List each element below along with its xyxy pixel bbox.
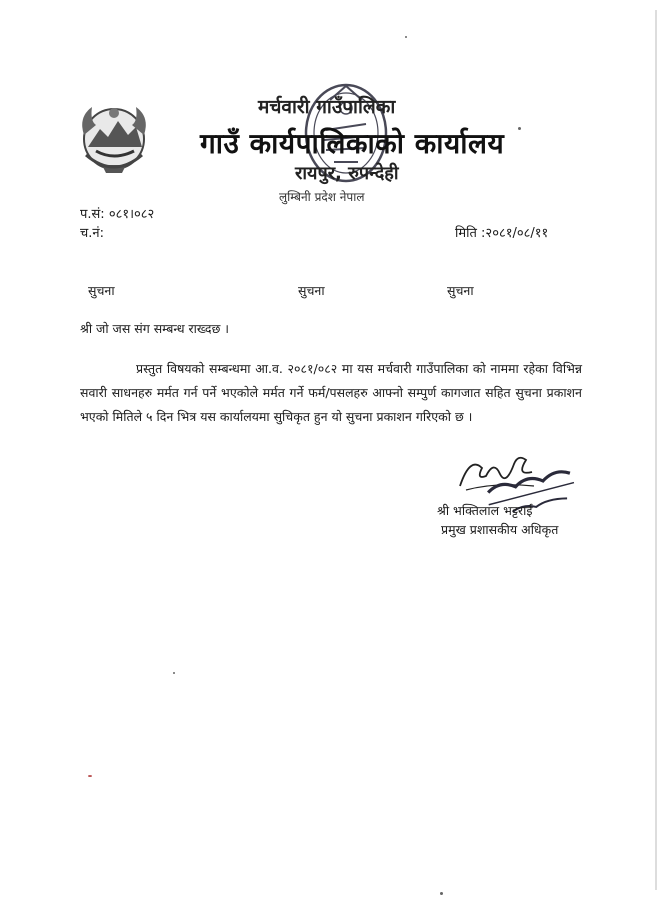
scan-speck xyxy=(88,775,92,777)
office-address: रायपुर, रुपन्देही xyxy=(295,163,399,184)
notice-heading-3: सुचना xyxy=(447,283,474,298)
salutation: श्री जो जस संग सम्बन्ध राख्दछ । xyxy=(80,321,230,336)
scan-speck xyxy=(173,672,175,674)
reference-number: प.सं: ०८१।०८२ xyxy=(80,207,155,222)
province-name: लुम्बिनी प्रदेश नेपाल xyxy=(279,190,365,204)
municipality-name: मर्चवारी गाउँपालिका xyxy=(258,96,396,118)
notice-heading-1: सुचना xyxy=(88,283,115,298)
dispatch-number: च.नं: xyxy=(80,226,104,241)
scan-speck xyxy=(518,127,521,130)
scan-speck xyxy=(440,892,443,895)
document-date: मिति :२०८१/०८/११ xyxy=(455,226,549,241)
nepal-emblem-icon xyxy=(72,95,156,179)
signatory-name: श्री भक्तिलाल भट्टराई xyxy=(437,503,533,518)
scan-speck xyxy=(655,10,657,890)
signatory-title: प्रमुख प्रशासकीय अधिकृत xyxy=(441,522,559,537)
scan-speck xyxy=(405,36,407,38)
office-title: गाउँ कार्यपालिकाको कार्यालय xyxy=(200,127,505,160)
notice-heading-2: सुचना xyxy=(298,283,325,298)
notice-body: प्रस्तुत विषयको सम्बन्धमा आ.व. २०८१/०८२ मा यस मर्चवारी गाउँपालिका को नाममा रहेका विभिन्न सवारी साधनहरु मर्मत गर्न पर्ने भएकोले मर्मत गर्ने फर्म/पसलहरु आफ्नो सम्पुर्ण कागजात सहित सुचना प्रकाशन भएको मितिले ५ दिन भित्र यस कार्यालयमा सुचिकृत हुन यो सुचना प्रकाशन गरिएको छ । xyxy=(80,361,582,424)
